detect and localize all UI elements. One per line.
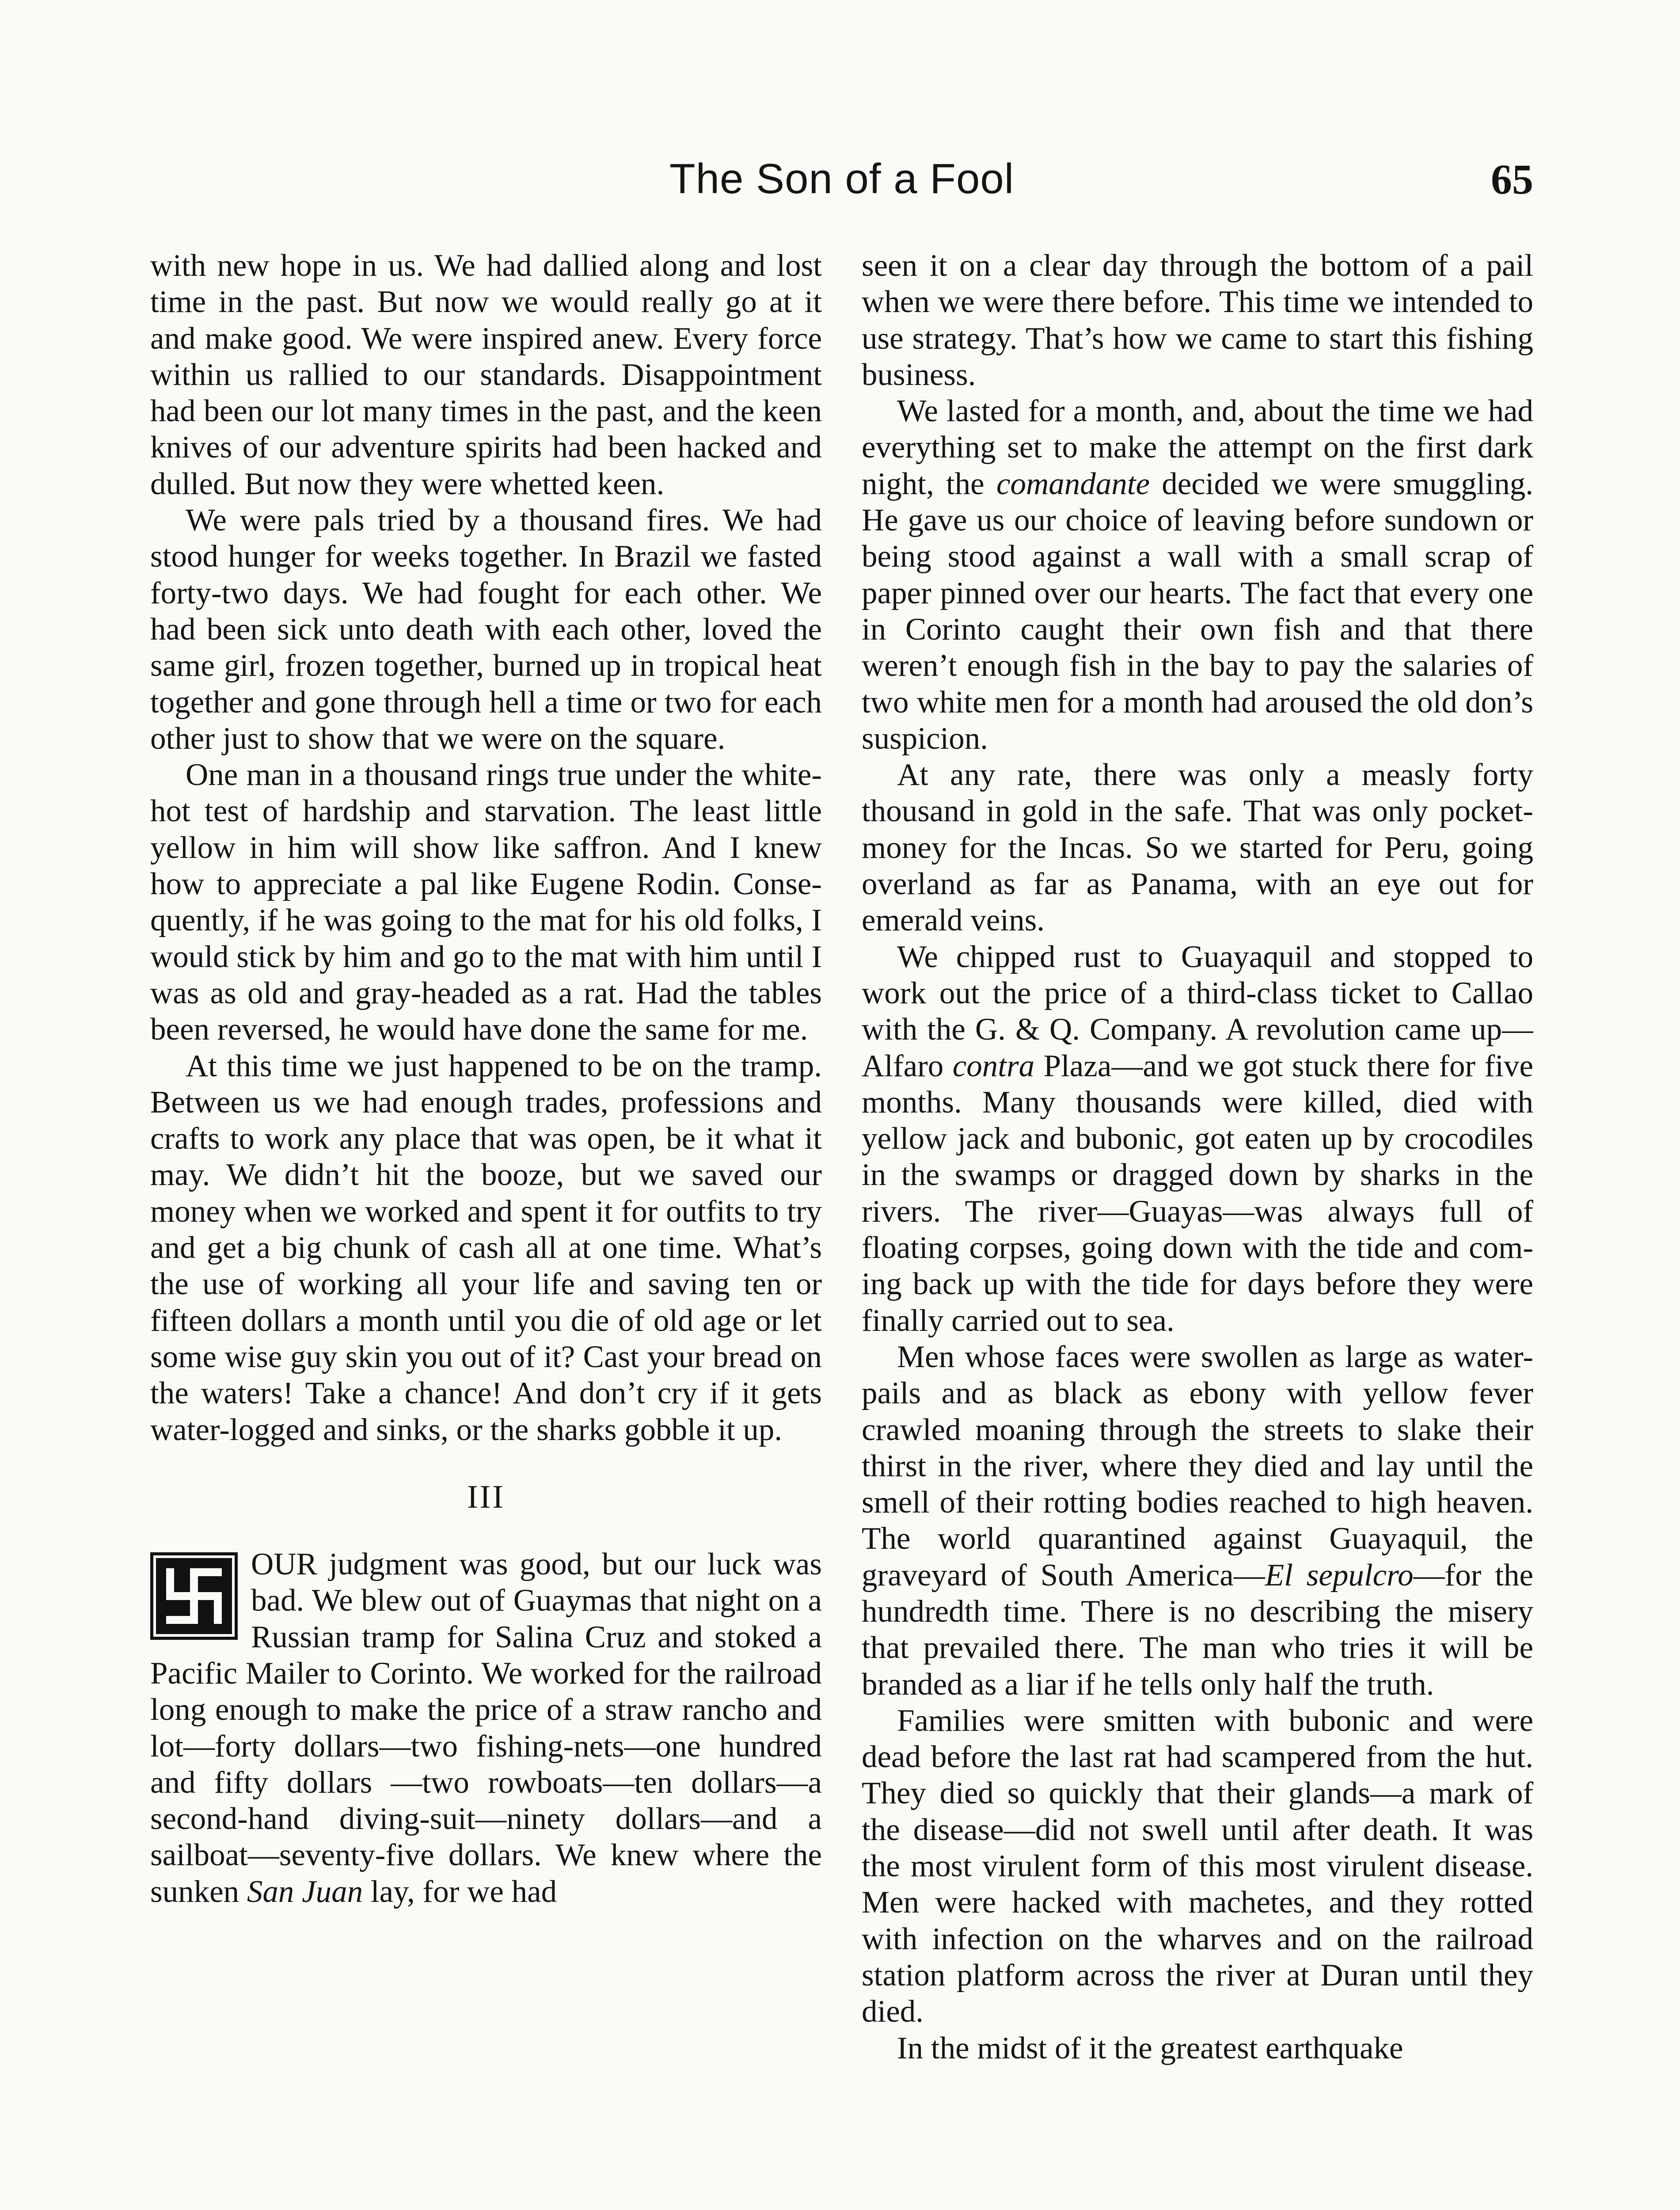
- paragraph: In the midst of it the greatest earthquake: [897, 2031, 1403, 2065]
- ship-name: San Juan: [247, 1874, 363, 1909]
- paragraph-text: —for the hundredth time. There is no describing the misery that prevailed there. The man who tries it will be branded as a liar if he tells only half the truth.: [862, 1558, 1533, 1702]
- italic-word: comandante: [996, 466, 1150, 501]
- paragraph: We were pals tried by a thousand fires. We had stood hunger for weeks together. In Brazil we fasted forty-two days. We had fought for each other. We had been sick unto death with each other, loved the same girl, frozen together, burned up in tropical heat together and gone through hell a time or two for each other just to show that we were on the square.: [150, 503, 822, 756]
- section-text: OUR judgment was good, but our luck was bad. We blew out of Guaymas that night on a Russian tramp for Salina Cruz and stoked a Pacific Mailer to Corinto. We worked for the railroad long enough to make the price of a straw rancho and lot—forty dollars—two fishing-nets—one hundred and fifty dollars —two rowboats—ten dollars—a second-hand diving-suit—ninety dollars—and a sailboat—seventy-five dollars. We knew where the sunken: [150, 1547, 822, 1909]
- section-heading: III: [467, 1478, 505, 1515]
- page-header: [150, 155, 1533, 217]
- paragraph: [862, 1339, 1533, 1703]
- paragraph-text: decided we were smuggling. He gave us our choice of leaving before sundown or being stood against a wall with a small scrap of paper pinned over our hearts. The fact that every one in Corinto caught their own fish and that there weren’t enough fish in the bay to pay the salaries of two white men for a month had aroused the old don’s suspicion.: [862, 466, 1533, 756]
- paragraph: At any rate, there was only a measly forty thousand in gold in the safe. That was only pocket-money for the Incas. So we started for Peru, going overland as far as Panama, with an eye out for emerald veins.: [862, 758, 1533, 938]
- right-column: [862, 248, 1533, 2210]
- italic-word: contra: [952, 1048, 1035, 1083]
- paragraph-text: Men whose faces were swollen as large as water-pails and as black as ebony with yellow fever crawled moaning through the streets to slake their thirst in the river, where they died and lay until the smell of their rotting bodies reached to high heaven. The world quarantined against Guayaquil, the graveyard of South America—: [862, 1339, 1533, 1593]
- paragraph: At this time we just happened to be on the tramp. Between us we had enough trades, professions and crafts to work any place that was open, be it what it may. We didn’t hit the booze, but we saved our money when we worked and spent it for outfits to try and get a big chunk of cash all at one time. What’s the use of working all your life and saving ten or fifteen dollars a month until you die of old age or let some wise guy skin you out of it? Cast your bread on the waters! Take a chance! And don’t cry if it gets water-logged and sinks, or the sharks gobble it up.: [150, 1048, 822, 1447]
- paragraph: Families were smitten with bubonic and were dead before the last rat had scampered from the hut. They died so quickly that their glands—a mark of the disease—did not swell until after death. It was the most virulent form of this most virulent disease. Men were hacked with machetes, and they rotted with infection on the wharves and on the railroad station platform across the river at Duran until they died.: [862, 1703, 1533, 2029]
- section-opening-paragraph: [150, 1546, 822, 1910]
- paragraph-text: Plaza—and we got stuck there for five months. Many thousands were killed, died with yellow jack and bubonic, got eaten up by crocodiles in the swamps or dragged down by sharks in the rivers. The river—Guayas—was always full of floating corpses, going down with the tide and coming back up with the tide for days before they were finally carried out to sea.: [862, 1048, 1533, 1338]
- running-title: The Son of a Fool: [669, 155, 1015, 202]
- paragraph-text: We lasted for a month, and, about the time we had everything set to make the attempt on the first dark night, the: [862, 394, 1533, 501]
- paragraph: [862, 393, 1533, 757]
- page-number: 65: [1491, 156, 1533, 203]
- paragraph: seen it on a clear day through the bottom of a pail when we were there before. This time we intended to use strategy. That’s how we came to start this fishing business.: [862, 248, 1533, 392]
- paragraph: with new hope in us. We had dallied along and lost time in the past. But now we would really go at it and make good. We were inspired anew. Every force within us rallied to our standards. Disappointment had been our lot many times in the past, and the keen knives of our adventure spirits had been hacked and dulled. But now they were whetted keen.: [150, 248, 822, 501]
- left-column: [150, 248, 822, 2210]
- paragraph-text: We chipped rust to Guayaquil and stopped to work out the price of a third-class ticket to Callao with the G. & Q. Company. A revolution came up—Alfaro: [862, 939, 1533, 1083]
- paragraph: One man in a thousand rings true under the white-hot test of hardship and starvation. The least little yellow in him will show like saffron. And I knew how to appreciate a pal like Eugene Rodin. Consequently, if he was going to the mat for his old folks, I would stick by him and go to the mat with him until I was as old and gray-headed as a rat. Had the tables been reversed, he would have done the same for me.: [150, 758, 822, 1047]
- swastika-ornament-icon: [150, 1552, 238, 1640]
- paragraph: [862, 939, 1533, 1339]
- italic-word: El sepulcro: [1265, 1558, 1414, 1593]
- section-text: lay, for we had: [363, 1874, 557, 1909]
